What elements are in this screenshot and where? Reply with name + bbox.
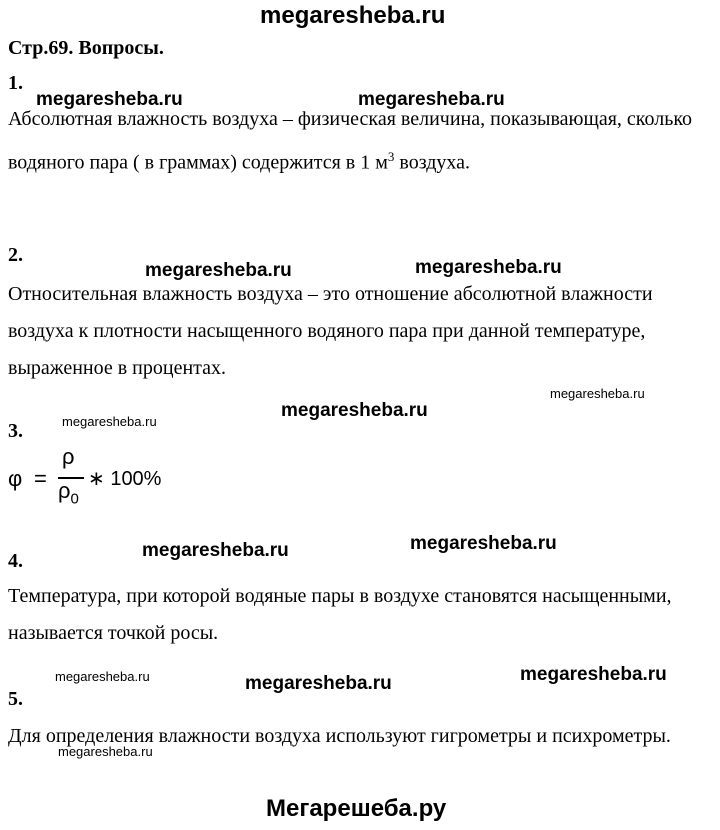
watermark: megaresheba.ru [245, 673, 392, 694]
watermark: megaresheba.ru [58, 744, 153, 759]
question-1-text-main: Абсолютная влажность воздуха – физическая величина, показывающая, сколько водяного пара ( в граммах) содержится в 1 м [8, 108, 693, 174]
header-watermark: megaresheba.ru [260, 2, 446, 29]
watermark: megaresheba.ru [410, 533, 557, 554]
watermark: megaresheba.ru [62, 414, 157, 429]
question-5-number: 5. [8, 688, 23, 710]
formula-phi: φ [8, 466, 23, 491]
question-4-number: 4. [8, 550, 23, 572]
question-3-number: 3. [8, 420, 23, 442]
question-1-text [8, 101, 708, 182]
watermark: megaresheba.ru [415, 257, 562, 278]
formula [8, 444, 208, 508]
watermark: megaresheba.ru [142, 540, 289, 561]
footer-watermark: Мегарешеба.ру [266, 795, 447, 822]
watermark: megaresheba.ru [36, 89, 183, 110]
question-2-number: 2. [8, 244, 23, 266]
formula-denominator-sub: 0 [70, 490, 79, 508]
formula-denominator [58, 478, 79, 507]
watermark: megaresheba.ru [358, 89, 505, 110]
superscript: 3 [387, 149, 395, 164]
formula-numerator: ρ [62, 444, 75, 469]
watermark: megaresheba.ru [55, 669, 150, 684]
question-1-text-end: воздуха. [394, 151, 471, 174]
watermark: megaresheba.ru [520, 664, 667, 685]
question-1-number: 1. [8, 72, 23, 94]
watermark: megaresheba.ru [281, 400, 428, 421]
question-4-text: Температура, при которой водяные пары в воздухе становятся насыщенными, называется точкой росы. [8, 585, 672, 644]
formula-equals: = [34, 466, 47, 491]
question-2-text: Относительная влажность воздуха – это отношение абсолютной влажности воздуха к плотности насыщенного водяного пара при данной температуре, выраженное в процентах. [8, 283, 653, 379]
question-5-text: Для определения влажности воздуха используют гигрометры и психрометры. [8, 725, 671, 747]
page-title: Стр.69. Вопросы. [8, 37, 164, 59]
watermark: megaresheba.ru [145, 260, 292, 281]
formula-rest: ∗ 100% [88, 468, 162, 490]
watermark: megaresheba.ru [550, 386, 645, 401]
formula-denominator-rho: ρ [58, 478, 71, 503]
